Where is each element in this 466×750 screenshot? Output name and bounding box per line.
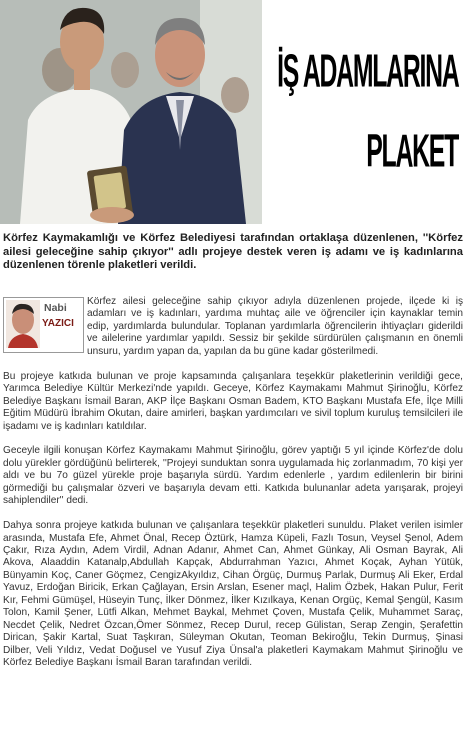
headline-line-2: PLAKET: [366, 126, 458, 177]
article-paragraph-2: Bu projeye katkıda bulunan ve proje kapsamında çalışanlara teşekkür plaketlerinin verildiği gece, Yarımca Belediye Kültür Merkezi'nde yapıldı. Geceye, Körfez Kaymakamı Mahmut Şirinoğlu, Körfez Belediye Başkanı İsmail Baran, AKP İlçe Başkanı Osman Badem, KTO Başkanı Mustafa Efe, İlçe Milli Eğitim Müdürü İbrahim Okutan, daire amirleri, başkan yardımcıları ve sivil toplum kuruluş temsilcileri ile işadamı ve iş kadınları katıldılar.: [3, 370, 463, 432]
lead-paragraph: Körfez Kaymakamlığı ve Körfez Belediyesi tarafından ortaklaşa düzenlenen, ''Körfez ailesi geleceğine sahip çıkıyor'' adlı projeye destek veren iş adamı ve iş kadınlarına düzenlenen törenle plaketleri verildi.: [3, 232, 463, 272]
hero-banner: [0, 0, 466, 226]
author-first-name: Nabi: [44, 302, 67, 314]
article-paragraph-3: Geceyle ilgili konuşan Körfez Kaymakamı Mahmut Şirinoğlu, görev yaptığı 5 yıl içinde Körfez'de dolu dolu yürekler gördüğünü belirterek, ''Projeyi sunduktan sonra uygulamada hiç zorlanmadım, 70 kişi yer aldı ve bu 7o güzel yürekle proje başarıyla sürdü. Yardım edenlerle , yardım edilenlerin bir birini görmediği bu çalışmalar özveri ve başarıyla devam etti. Katkıda bulunanlar adeta yarışarak, projeyi sahiplendiler'' dedi.: [3, 445, 463, 507]
news-photo: [0, 0, 262, 224]
article-paragraph-1: Körfez ailesi geleceğine sahip çıkıyor adıyla düzenlenen projede, ilçede ki iş adamları ve iş kadınları, yardıma muhtaç aile ve öğrenciler için kaynaklar temin edip, yardımlarda bulundular. Toplanan yardımlarla öğrencilerin ihtiyaçları giderildi ve ailelerine yardımlar yapıldı. Sessiz bir şekilde sürdürülen çalışmanın en önemli unsuru, yardım yapan da, yapılan da bu güne kadar gösterilmedi.: [87, 296, 463, 357]
article-paragraph-4: Dahya sonra projeye katkıda bulunan ve çalışanlara teşekkür plaketleri sunuldu. Plaket verilen isimler arasında, Mustafa Efe, Ahmet Önal, Recep Öztürk, Hamza Küpeli, Fazlı Tosun, Veysel Şenol, Adem Çakır, Rıza Aydın, Adem Virdil, Adnan Adanır, Ahmet Can, Ahmet Günkay, Ali Osman Bayrak, Ali Akova, Alaaddin Katanalp,Abdullah Kapçak, Abdurrahman Yazıcı, Ahmet Koçak, Ayhan Yütük, Bünyamin Koç, Caner Göçmez, CengizAkyıldız, Cihan Örgüç, Durmuş Parlak, Durmuş Ali Eker, Erdal Yavuz, Erdoğan Biricik, Erkan Çağlayan, Ersin Arslan, Esener maçl, Halim Özbek, Hakan Pulur, Ferit Kır, Fehmi Gümüşel, Hüseyin Tunç, İlker Dönmez, İlker Kızılkaya, Kenan Orgüç, Kemal Şengül, Kasım Tolon, Kamil Şener, Lütfi Alkan, Mehmet Baykal, Mehmet Çoven, Mustafa Çelik, Muhammet Saraç, Necdet Çelik, Nedret Özcan,Ömer Sönmez, Recep Durul, recep Gülistan, Serap Zengin, Şerafettin Dirican, Şakir Kartal, Suat Taşkıran, Süleyman Okutan, Teoman Bekiroğlu, Tekin Durmuş, Şinasi Dilber, Veli Yıldız, Vedat Doğusel ve Yusuf Ziya Ünsal'a plaketleri Kaymakam Mahmut Şirinoğlu ve Körfez Belediye Başkanı İsmail Baran tarafından verildi.: [3, 520, 463, 669]
author-last-name: YAZICI: [42, 318, 74, 329]
article-body: [3, 296, 463, 682]
headline: [262, 40, 466, 190]
headline-line-1: İŞ ADAMLARINA: [276, 46, 458, 97]
